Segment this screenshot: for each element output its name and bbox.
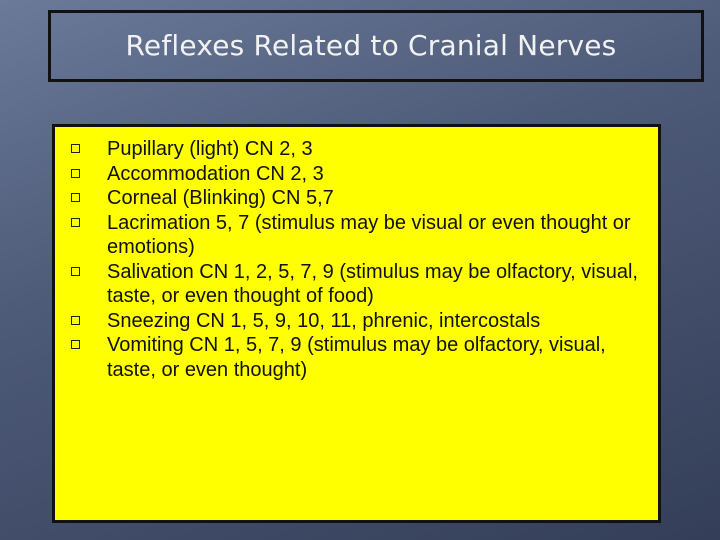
bullet-item bbox=[71, 162, 648, 187]
hollow-square-icon bbox=[71, 169, 80, 178]
bullet-item bbox=[71, 186, 648, 211]
content-box bbox=[52, 124, 661, 523]
bullet-item bbox=[71, 260, 648, 309]
bullet-item bbox=[71, 137, 648, 162]
bullet-text: Corneal (Blinking) CN 5,7 bbox=[107, 187, 334, 209]
hollow-square-icon bbox=[71, 218, 80, 227]
bullet-text: Salivation CN 1, 2, 5, 7, 9 (stimulus may be olfactory, visual, taste, or even thought of food) bbox=[107, 260, 638, 307]
hollow-square-icon bbox=[71, 267, 80, 276]
bullet-text: Pupillary (light) CN 2, 3 bbox=[107, 138, 313, 160]
title-box bbox=[48, 10, 704, 82]
hollow-square-icon bbox=[71, 144, 80, 153]
hollow-square-icon bbox=[71, 193, 80, 202]
hollow-square-icon bbox=[71, 340, 80, 349]
bullet-item bbox=[71, 211, 648, 260]
bullet-text: Lacrimation 5, 7 (stimulus may be visual or even thought or emotions) bbox=[107, 211, 631, 258]
hollow-square-icon bbox=[71, 316, 80, 325]
bullet-item bbox=[71, 309, 648, 334]
bullet-item bbox=[71, 333, 648, 382]
bullet-list bbox=[71, 137, 648, 382]
bullet-text: Accommodation CN 2, 3 bbox=[107, 162, 324, 185]
bullet-text: Vomiting CN 1, 5, 7, 9 (stimulus may be olfactory, visual, taste, or even thought) bbox=[107, 334, 606, 381]
bullet-text: Sneezing CN 1, 5, 9, 10, 11, phrenic, intercostals bbox=[107, 309, 541, 332]
slide-title: Reflexes Related to Cranial Nerves bbox=[125, 28, 617, 62]
